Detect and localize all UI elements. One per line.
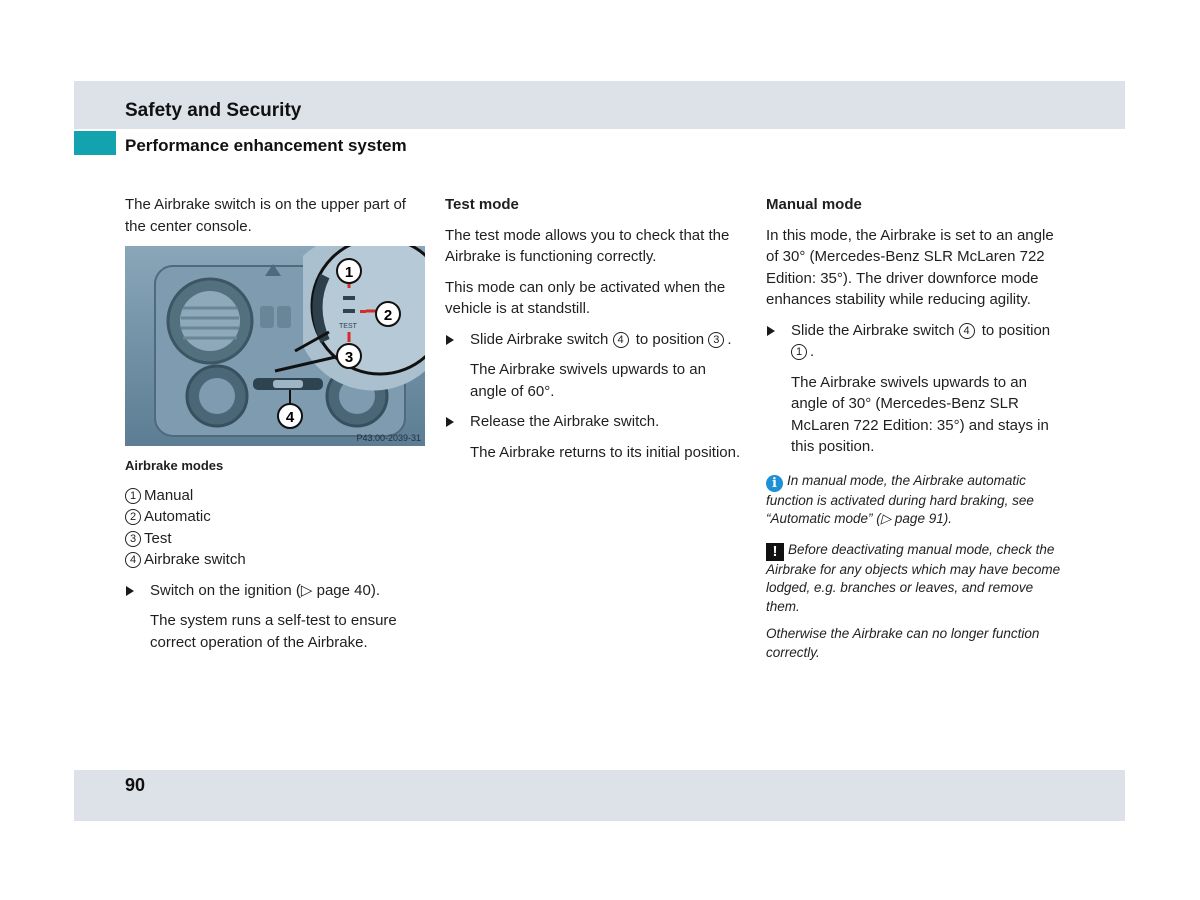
position-number: 1 xyxy=(791,344,807,360)
legend-label: Test xyxy=(144,529,172,547)
column-left xyxy=(125,194,427,662)
instruction-step: Release the Airbrake switch. xyxy=(445,411,745,433)
legend-number: 1 xyxy=(125,488,141,504)
step-result: The Airbrake swivels upwards to an angle of 60°. xyxy=(470,361,706,400)
airbrake-switch-figure xyxy=(125,246,425,446)
intro-paragraph: The Airbrake switch is on the upper part of the center console. xyxy=(125,196,406,235)
column-middle xyxy=(445,194,745,472)
test-mode-heading: Test mode xyxy=(445,196,519,213)
legend-number: 2 xyxy=(125,509,141,525)
step-result: The system runs a self-test to ensure correct operation of the Airbrake. xyxy=(150,612,397,651)
svg-text:2: 2 xyxy=(383,307,393,324)
legend-item xyxy=(125,485,427,507)
manual-mode-paragraph: In this mode, the Airbrake is set to an angle of 30° (Mercedes-Benz SLR McLaren 722 Edition: 35°). The driver downforce mode enhances stability while reducing agility. xyxy=(766,226,1054,308)
test-label: TEST xyxy=(339,323,357,330)
position-number: 4 xyxy=(613,332,629,348)
bullet-arrow-icon xyxy=(446,417,454,427)
footer-band xyxy=(74,770,1125,821)
bullet-arrow-icon xyxy=(126,586,134,596)
svg-text:3: 3 xyxy=(344,349,354,366)
legend-label: Manual xyxy=(144,486,194,504)
test-mode-paragraph-1: The test mode allows you to check that the Airbrake is functioning correctly. xyxy=(445,226,730,265)
svg-text:4: 4 xyxy=(285,409,295,426)
callout-3 xyxy=(337,344,361,368)
callout-4 xyxy=(278,404,302,428)
position-number: 3 xyxy=(708,332,724,348)
warning-note: ! Before deactivating manual mode, check the Airbrake for any objects which may have become lodged, e.g. branches or leaves, and remove them. xyxy=(766,541,1061,614)
page-number: 90 xyxy=(125,775,146,795)
legend-list xyxy=(125,485,427,571)
step-text: Switch on the ignition (▷ page 40). xyxy=(150,581,381,599)
svg-text:1: 1 xyxy=(344,264,354,281)
bullet-arrow-icon xyxy=(767,326,775,336)
step-result: The Airbrake swivels upwards to an angle of 30° (Mercedes-Benz SLR McLaren 722 Edition: 35°) and stays in this position. xyxy=(791,373,1049,455)
legend-label: Automatic xyxy=(144,508,211,525)
section-color-tab xyxy=(74,131,116,155)
section-title: Safety and Security xyxy=(125,100,302,121)
warning-icon: ! xyxy=(766,543,784,561)
legend-item xyxy=(125,506,427,528)
subsection-title: Performance enhancement system xyxy=(125,136,407,155)
manual-mode-heading: Manual mode xyxy=(766,196,862,213)
bullet-arrow-icon xyxy=(446,335,454,345)
position-number: 4 xyxy=(959,323,975,339)
instruction-step: Slide Airbrake switch 4 to position 3 . xyxy=(445,329,745,351)
warning-note-continued: Otherwise the Airbrake can no longer function correctly. xyxy=(766,626,1040,660)
legend-item xyxy=(125,528,427,550)
figure-caption: Airbrake modes xyxy=(125,458,224,473)
legend-item xyxy=(125,549,427,571)
info-icon: i xyxy=(766,475,783,492)
center-console-illustration xyxy=(125,246,425,446)
info-note: i In manual mode, the Airbrake automatic function is activated during hard braking, see “Automatic mode” (▷ page 91). xyxy=(766,472,1034,526)
image-code: P43.00-2039-31 xyxy=(356,433,421,443)
instruction-step: Slide the Airbrake switch 4 to position 1 . xyxy=(766,320,1066,363)
instruction-step xyxy=(125,580,427,602)
legend-label: Airbrake switch xyxy=(144,551,246,568)
callout-1 xyxy=(337,259,361,283)
legend-number: 4 xyxy=(125,552,141,568)
column-right xyxy=(766,194,1066,671)
legend-number: 3 xyxy=(125,531,141,547)
test-mode-paragraph-2: This mode can only be activated when the vehicle is at standstill. xyxy=(445,278,726,317)
step-result: The Airbrake returns to its initial position. xyxy=(470,443,741,461)
